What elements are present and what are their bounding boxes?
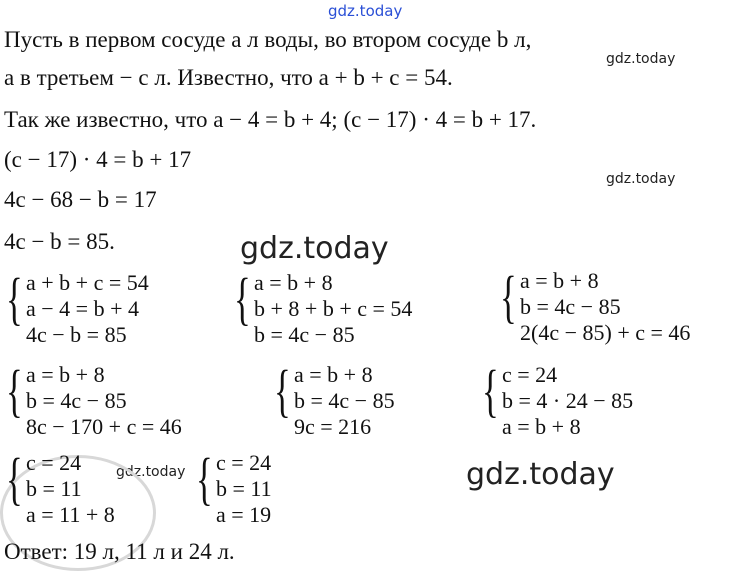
system-7 — [6, 446, 115, 528]
watermark-top: gdz.today — [328, 2, 403, 20]
system-row: a = b + 8 — [502, 414, 581, 439]
system-6 — [482, 358, 634, 440]
system-5 — [274, 358, 395, 440]
text-line-5: 4c − 68 − b = 17 — [4, 187, 157, 212]
system-4 — [6, 358, 182, 440]
watermark-inline: gdz.today — [116, 464, 186, 480]
system-row: a − 4 = b + 4 — [26, 296, 139, 321]
system-row: 8c − 170 + c = 46 — [26, 414, 182, 439]
system-row: b = 4c − 85 — [520, 294, 621, 319]
system-row: b = 11 — [216, 476, 272, 501]
text-line-4: (c − 17) · 4 = b + 17 — [4, 147, 192, 172]
brace-icon: { — [482, 358, 499, 423]
system-row: b = 4c − 85 — [26, 388, 127, 413]
watermark-bottom: gdz.today — [466, 457, 615, 492]
brace-icon: { — [196, 446, 213, 511]
text-line-3: Так же известно, что a − 4 = b + 4; (c − 17) · 4 = b + 17. — [4, 107, 537, 132]
system-1 — [6, 266, 149, 348]
watermark-mid: gdz.today — [240, 231, 389, 266]
system-row: b = 4c − 85 — [294, 388, 395, 413]
system-8 — [196, 446, 272, 528]
brace-icon: { — [6, 446, 23, 511]
system-2 — [234, 266, 413, 348]
brace-icon: { — [274, 358, 291, 423]
text-line-6: 4c − b = 85. — [4, 229, 115, 254]
system-row: a = b + 8 — [520, 268, 599, 293]
system-row: 4c − b = 85 — [26, 322, 127, 347]
system-row: c = 24 — [216, 450, 272, 475]
system-row: c = 24 — [26, 450, 82, 475]
watermark-side-2: gdz.today — [606, 171, 676, 187]
brace-icon: { — [6, 358, 23, 423]
system-row: 9c = 216 — [294, 414, 372, 439]
system-row: 2(4c − 85) + c = 46 — [520, 320, 691, 345]
system-row: a = b + 8 — [26, 362, 105, 387]
system-row: a = b + 8 — [254, 270, 333, 295]
system-row: c = 24 — [502, 362, 558, 387]
brace-icon: { — [234, 266, 251, 331]
text-line-2: а в третьем − c л. Известно, что a + b + c = 54. — [4, 65, 453, 90]
answer-line: Ответ: 19 л, 11 л и 24 л. — [4, 539, 235, 564]
brace-icon: { — [500, 264, 517, 329]
system-row: a = b + 8 — [294, 362, 373, 387]
system-row: a = 19 — [216, 502, 272, 527]
system-row: a = 11 + 8 — [26, 502, 115, 527]
system-row: b = 4c − 85 — [254, 322, 355, 347]
text-line-1: Пусть в первом сосуде a л воды, во втором сосуде b л, — [4, 27, 532, 52]
brace-icon: { — [6, 266, 23, 331]
system-row: b = 11 — [26, 476, 82, 501]
watermark-side-1: gdz.today — [606, 51, 676, 67]
system-row: a + b + c = 54 — [26, 270, 149, 295]
system-row: b = 4 · 24 − 85 — [502, 388, 634, 413]
system-row: b + 8 + b + c = 54 — [254, 296, 413, 321]
system-3 — [500, 264, 691, 346]
